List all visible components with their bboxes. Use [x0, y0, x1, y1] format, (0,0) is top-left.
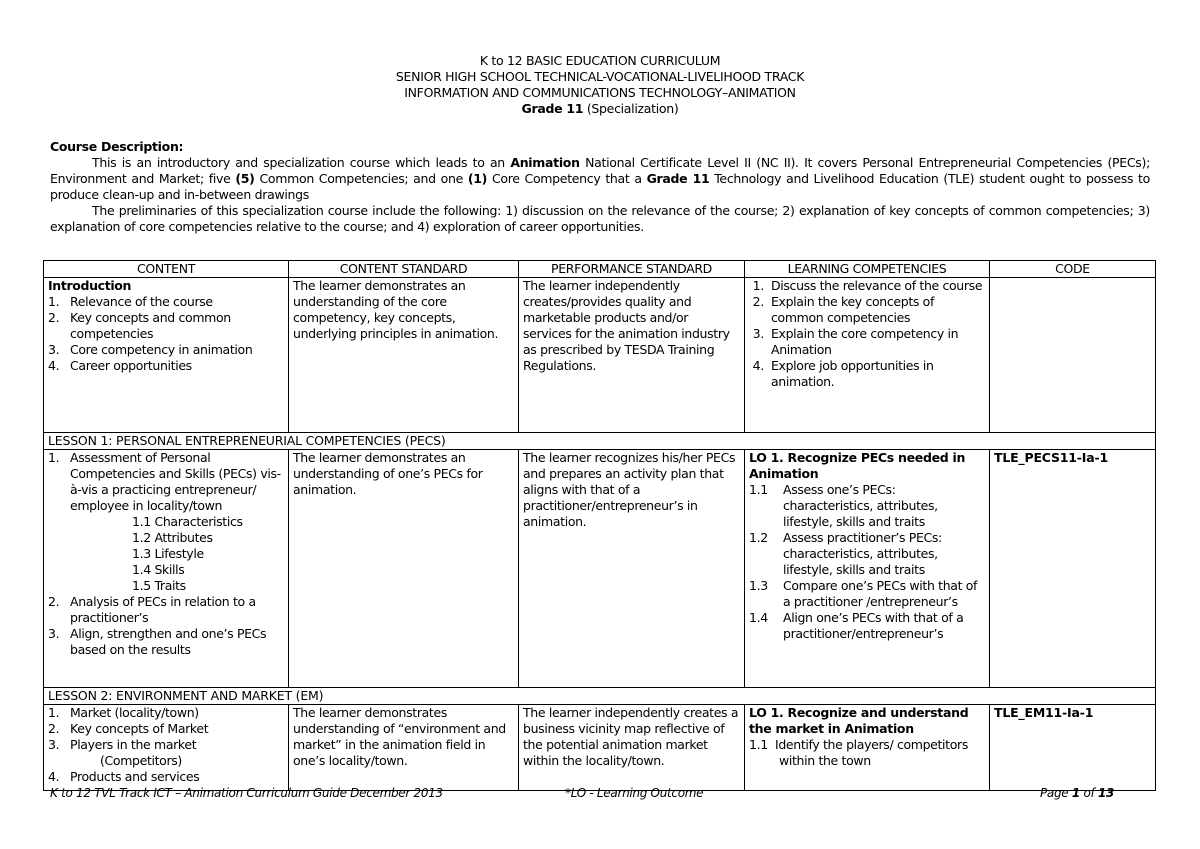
grade-label: Grade 11: [521, 101, 584, 116]
header-line-1: K to 12 BASIC EDUCATION CURRICULUM: [479, 53, 721, 68]
list-item: 2. Explain the key concepts of common competencies: [749, 294, 934, 325]
list-item: 1.3 Compare one’s PECs with that of a practitioner /entrepreneur’s: [749, 578, 978, 609]
list-item: 4. Products and services: [48, 769, 200, 784]
grade-note: (Specialization): [583, 101, 679, 116]
header-grade: [0, 101, 1200, 117]
lesson-2-learning-outcome: LO 1. Recognize and understand the market in Animation: [749, 705, 969, 736]
course-description-paragraph-2: The preliminaries of this specialization course include the following: 1) discussion on the relevance of the course; 2) explanation of key concepts of common competencies; 3) explanation of core competencies relative to the course; and 4) exploration of career opportunities.: [50, 203, 1150, 234]
list-item: 1.5 Traits: [132, 578, 186, 593]
list-item: 1. Relevance of the course: [48, 294, 213, 309]
curriculum-table: [43, 260, 1156, 791]
course-description-paragraph-1: This is an introductory and specialization course which leads to an Animation National Certificate Level II (NC II). It covers Personal Entrepreneurial Competencies (PECs); Environment and Market; five (5) Common Competencies; and one (1) Core Competency that a Grade 11 Technology and Livelihood Education (TLE) student ought to possess to produce clean-up and in-between drawings: [50, 155, 1150, 202]
list-item-note: (Competitors): [100, 753, 182, 768]
intro-competencies: [745, 278, 990, 433]
list-item: 1. Discuss the relevance of the course: [749, 278, 983, 293]
list-item: 4. Explore job opportunities in animation.: [749, 358, 934, 389]
list-item: 1.4 Align one’s PECs with that of a practitioner/entrepreneur’s: [749, 610, 964, 641]
lesson-1-learning-outcome: LO 1. Recognize PECs needed in Animation: [749, 450, 966, 481]
footer-document-title: K to 12 TVL Track ICT – Animation Curriculum Guide December 2013: [50, 786, 443, 800]
lesson-1-code: TLE_PECS11-Ia-1: [990, 450, 1156, 688]
lesson-1-content-standard: The learner demonstrates an understanding of one’s PECs for animation.: [289, 450, 519, 688]
intro-title: Introduction: [48, 278, 132, 293]
list-item: 3. Explain the core competency in Animation: [749, 326, 959, 357]
table-header-row: [44, 261, 1156, 278]
lesson-2-title: LESSON 2: ENVIRONMENT AND MARKET (EM): [44, 688, 1156, 705]
list-item: 1.1 Identify the players/ competitors within the town: [749, 737, 968, 768]
list-item: 1.2 Assess practitioner’s PECs: characteristics, attributes, lifestyle, skills and traits: [749, 530, 942, 577]
header-line-3: INFORMATION AND COMMUNICATIONS TECHNOLOGY–ANIMATION: [404, 85, 796, 100]
header-performance-standard: PERFORMANCE STANDARD: [519, 261, 745, 278]
list-item: 1. Assessment of Personal Competencies and Skills (PECs) vis-à-vis a practicing entrepreneur/ employee in locality/town 1.1 Characteristics 1.2 Attributes 1.3 Lifestyle 1.4 Skills 1.5 Traits: [48, 450, 284, 594]
lesson-2-content: [44, 705, 289, 791]
lesson-1-heading-row: [44, 433, 1156, 450]
footer-lo-note: *LO - Learning Outcome: [565, 786, 704, 800]
intro-performance-standard: The learner independently creates/provides quality and marketable products and/or services for the animation industry as prescribed by TESDA Training Regulations.: [519, 278, 745, 433]
list-item: 3. Players in the market (Competitors): [48, 737, 284, 769]
header-content-standard: CONTENT STANDARD: [289, 261, 519, 278]
list-item: 1.2 Attributes: [132, 530, 213, 545]
lesson-2-performance-standard: The learner independently creates a business vicinity map reflective of the potential animation market within the locality/town.: [519, 705, 745, 791]
list-item: 1. Market (locality/town): [48, 705, 199, 720]
course-description-title: Course Description:: [50, 139, 184, 154]
list-item: 1.1 Assess one’s PECs: characteristics, attributes, lifestyle, skills and traits: [749, 482, 938, 529]
table-row-introduction: [44, 278, 1156, 433]
header-content: CONTENT: [44, 261, 289, 278]
header-line-2: SENIOR HIGH SCHOOL TECHNICAL-VOCATIONAL-LIVELIHOOD TRACK: [395, 69, 805, 84]
list-item: 1.3 Lifestyle: [132, 546, 204, 561]
list-item: 1.4 Skills: [132, 562, 185, 577]
intro-code: [990, 278, 1156, 433]
list-item: 3. Core competency in animation: [48, 342, 253, 357]
lesson-2-competencies: [745, 705, 990, 791]
list-item: 2. Analysis of PECs in relation to a practitioner’s: [48, 594, 256, 625]
table-row-lesson-1: [44, 450, 1156, 688]
lesson-1-performance-standard: The learner recognizes his/her PECs and prepares an activity plan that aligns with that of a practitioner/entrepreneur’s in animation.: [519, 450, 745, 688]
lesson-1-subitems: [70, 514, 284, 594]
lesson-2-code: TLE_EM11-Ia-1: [990, 705, 1156, 791]
header-learning-competencies: LEARNING COMPETENCIES: [745, 261, 990, 278]
lesson-1-competencies: [745, 450, 990, 688]
list-item: 4. Career opportunities: [48, 358, 192, 373]
table-row-lesson-2: [44, 705, 1156, 791]
intro-content: [44, 278, 289, 433]
document-header: [0, 53, 1200, 117]
header-code: CODE: [990, 261, 1156, 278]
lesson-1-title: LESSON 1: PERSONAL ENTREPRENEURIAL COMPETENCIES (PECS): [44, 433, 1156, 450]
lesson-1-content: [44, 450, 289, 688]
course-description: [50, 139, 1150, 235]
list-item: 3. Align, strengthen and one’s PECs based on the results: [48, 626, 267, 657]
lesson-2-content-standard: The learner demonstrates understanding of “environment and market” in the animation field in one’s locality/town.: [289, 705, 519, 791]
footer-page-number: Page 1 of 13: [1040, 786, 1115, 800]
list-item: 1.1 Characteristics: [132, 514, 243, 529]
intro-topics: [48, 294, 284, 374]
lesson-2-heading-row: [44, 688, 1156, 705]
list-item: 2. Key concepts and common competencies: [48, 310, 231, 341]
intro-content-standard: The learner demonstrates an understanding of the core competency, key concepts, underlying principles in animation.: [289, 278, 519, 433]
list-item: 2. Key concepts of Market: [48, 721, 209, 736]
